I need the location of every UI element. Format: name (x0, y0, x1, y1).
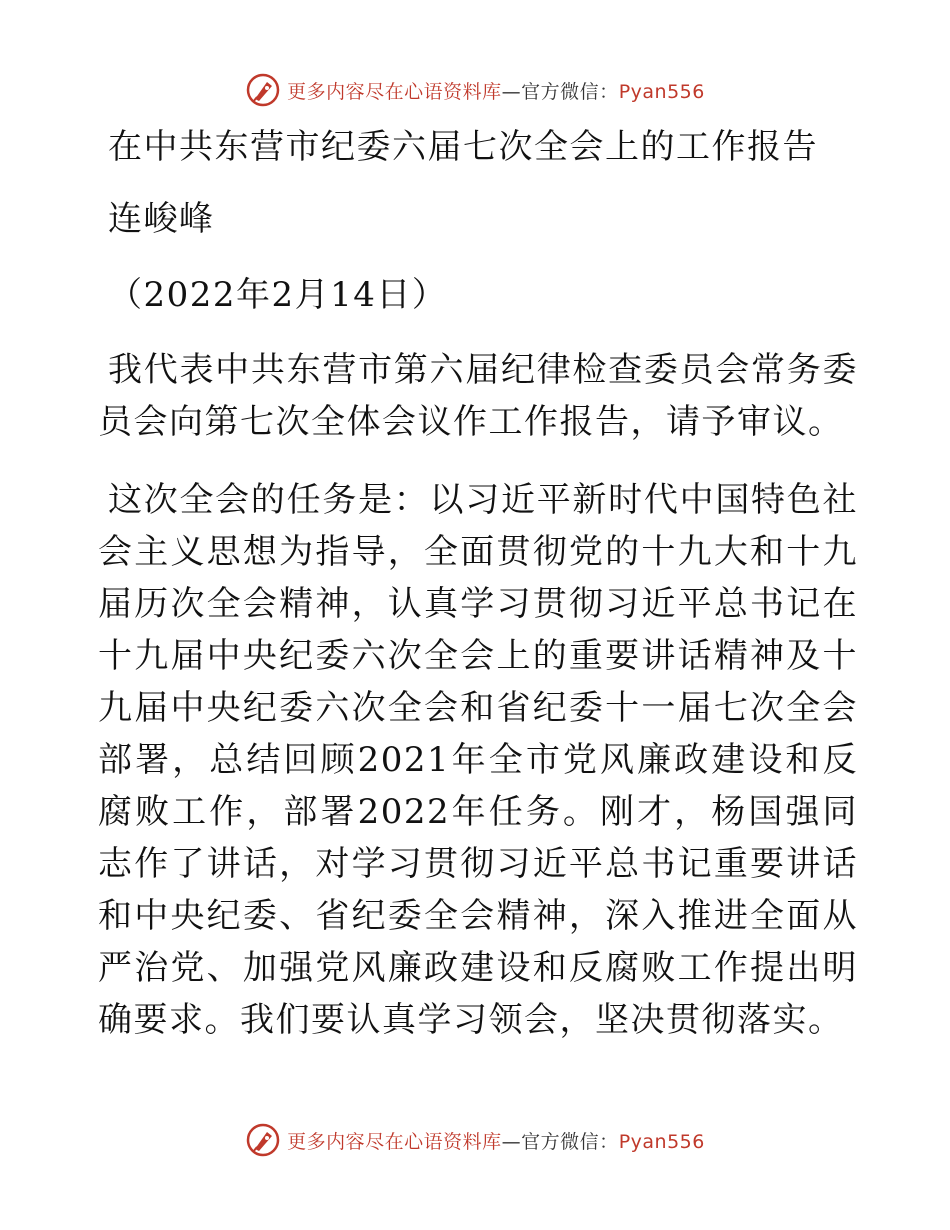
watermark-official: —官方微信： (501, 80, 619, 103)
paragraph-text: 这次全会的任务是：以习近平新时代中国特色社会主义思想为指导，全面贯彻党的十九大和十九届历次全会精神，认真学习贯彻习近平总书记在十九届中央纪委六次全会上的重要讲话精神及十九届中央纪委六次全会和省纪委十一届七次全会部署，总结回顾2021年全市党风廉政建设和反腐败工作，部署2022年任务。刚才，杨国强同志作了讲话，对学习贯彻习近平总书记重要讲话和中央纪委、省纪委全会精神，深入推进全面从严治党、加强党风廉政建设和反腐败工作提出明确要求。我们要认真学习领会，坚决贯彻落实。 (98, 480, 858, 1040)
paragraph-1 (98, 344, 858, 448)
watermark-handle: Pyan556 (618, 80, 705, 103)
watermark-main: 更多内容尽在心语资料库 (287, 80, 502, 103)
footer-watermark-banner (0, 1120, 950, 1160)
watermark-text (287, 77, 705, 104)
header-watermark-banner (0, 70, 950, 110)
paragraph-2 (98, 474, 858, 1046)
document-author: 连峻峰 (108, 199, 215, 239)
document-title: 在中共东营市纪委六届七次全会上的工作报告 (108, 127, 818, 167)
paragraph-text: 我代表中共东营市第六届纪律检查委员会常务委员会向第七次全体会议作工作报告，请予审议。 (98, 350, 858, 442)
pen-nib-logo-icon (245, 1122, 281, 1158)
pen-nib-logo-icon (245, 72, 281, 108)
watermark-handle: Pyan556 (618, 1130, 705, 1153)
document-date: （2022年2月14日） (108, 275, 448, 315)
watermark-main: 更多内容尽在心语资料库 (287, 1130, 502, 1153)
watermark-text (287, 1127, 705, 1154)
watermark-official: —官方微信： (501, 1130, 619, 1153)
